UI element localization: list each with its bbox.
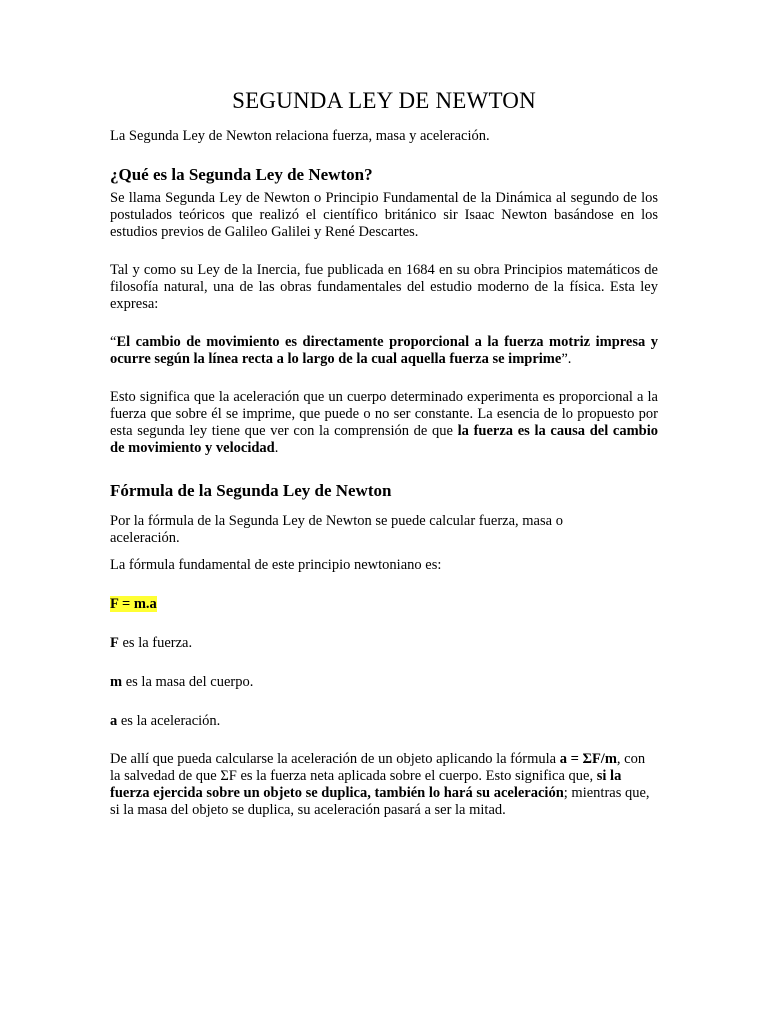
- conclusion-text-2: , con la salvedad de que ΣF es la fuerza neta aplicada sobre el cuerpo. Esto significa que,: [110, 751, 646, 784]
- paragraph-formula-intro: Por la fórmula de la Segunda Ley de Newton se puede calcular fuerza, masa o aceleración.: [110, 513, 563, 546]
- document-content: [110, 86, 658, 819]
- conclusion-formula: a = ΣF/m: [559, 751, 617, 767]
- definition-mass: [110, 674, 658, 691]
- symbol-m: m: [110, 674, 123, 690]
- conclusion-text-1: De allí que pueda calcularse la aceleración de un objeto aplicando la fórmula: [110, 751, 560, 767]
- conclusion-bold: si la fuerza ejercida sobre un objeto se duplica, también lo hará su aceleración: [110, 768, 622, 801]
- definition-force-text: es la fuerza.: [118, 635, 193, 651]
- meaning-end: .: [274, 440, 279, 456]
- document-title: SEGUNDA LEY DE NEWTON: [232, 88, 536, 113]
- symbol-a: a: [110, 713, 118, 729]
- paragraph-meaning: [110, 389, 658, 457]
- quote-open-mark: “: [110, 334, 117, 350]
- conclusion-text-3: ; mientras que, si la masa del objeto se duplica, su aceleración pasará a ser la mitad.: [110, 785, 650, 818]
- meaning-text: Esto significa que la aceleración que un cuerpo determinado experimenta es proporcional a la fuerza que sobre él se imprime, que puede o no ser constante. La esencia de lo propuesto por esta segunda ley tiene que ver con la comprensión de que: [110, 389, 658, 439]
- definition-mass-text: es la masa del cuerpo.: [122, 674, 254, 690]
- formula-highlight: [110, 596, 658, 613]
- section-heading-formula: Fórmula de la Segunda Ley de Newton: [110, 481, 392, 500]
- quote-text: El cambio de movimiento es directamente proporcional a la fuerza motriz impresa y ocurre según la línea recta a lo largo de la cual aquella fuerza se imprime: [110, 334, 658, 367]
- meaning-bold: la fuerza es la causa del cambio de movimiento y velocidad: [110, 423, 658, 456]
- section-heading-what-is: ¿Qué es la Segunda Ley de Newton?: [110, 165, 373, 184]
- definition-acceleration-text: es la aceleración.: [117, 713, 221, 729]
- formula-text: F = m.a: [110, 596, 157, 612]
- definition-acceleration: [110, 713, 658, 730]
- paragraph-conclusion: [110, 751, 658, 819]
- paragraph-definition: Se llama Segunda Ley de Newton o Principio Fundamental de la Dinámica al segundo de los postulados teóricos que realizó el científico británico sir Isaac Newton basándose en los estudios previos de Galileo Galilei y René Descartes.: [110, 190, 658, 240]
- definition-force: [110, 635, 658, 652]
- symbol-f: F: [110, 635, 119, 651]
- paragraph-quote: [110, 334, 658, 368]
- paragraph-formula-lead: La fórmula fundamental de este principio newtoniano es:: [110, 557, 442, 573]
- paragraph-publication: Tal y como su Ley de la Inercia, fue publicada en 1684 en su obra Principios matemáticos de filosofía natural, una de las obras fundamentales del estudio moderno de la física. Esta ley expresa:: [110, 262, 658, 312]
- intro-paragraph: La Segunda Ley de Newton relaciona fuerza, masa y aceleración.: [110, 128, 490, 144]
- quote-close-mark: ”.: [561, 351, 572, 367]
